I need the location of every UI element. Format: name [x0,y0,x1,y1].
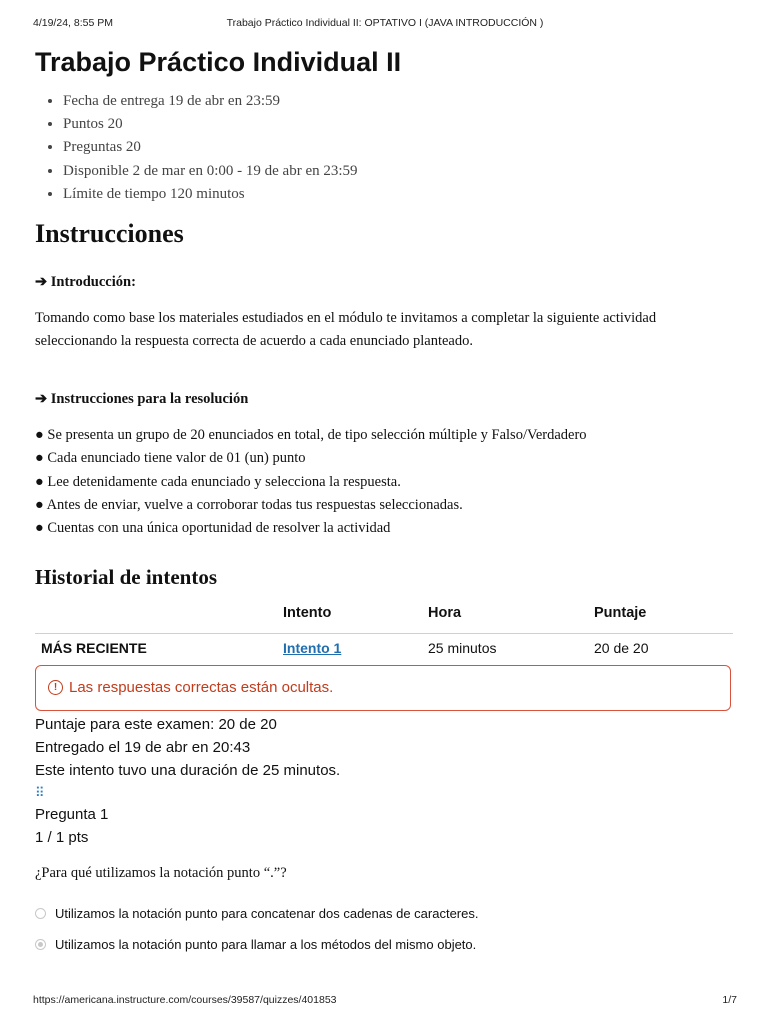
radio-icon[interactable] [35,908,46,919]
instructions-heading: Instrucciones [35,219,184,249]
quiz-content [35,44,733,960]
submitted-date: Entregado el 19 de abr en 20:43 [35,738,251,756]
answer-text: Utilizamos la notación punto para llamar a los métodos del mismo objeto. [55,936,477,952]
exclamation-circle-icon: ! [48,680,63,695]
print-url: https://americana.instructure.com/courses/39587/quizzes/401853 [33,994,337,1006]
answer-list [35,898,733,960]
column-header-time: Hora [428,605,594,634]
attempt-cell [283,633,428,663]
print-page-number: 1/7 [722,994,737,1006]
detail-questions: • Preguntas 20 [63,136,733,159]
history-heading: Historial de intentos [35,564,217,589]
attempt-summary [35,713,733,783]
attempt-duration: Este intento tuvo una duración de 25 minutos. [35,762,341,780]
question-text: ¿Para qué utilizamos la notación punto “.”? [35,864,287,881]
question-points: 1 / 1 pts [35,828,89,846]
answer-text: Utilizamos la notación punto para concatenar dos cadenas de caracteres. [55,905,479,921]
bullet-item: ● Cada enunciado tiene valor de 01 (un) punto [35,450,306,467]
column-header-score: Puntaje [594,605,733,634]
print-datetime: 4/19/24, 8:55 PM [33,17,113,29]
detail-available: • Disponible 2 de mar en 0:00 - 19 de abr en 23:59 [63,160,733,183]
question-header [35,803,733,849]
question-title: Pregunta 1 [35,805,109,823]
answer-option-selected[interactable] [35,929,733,960]
detail-points: • Puntos 20 [63,113,733,136]
time-cell: 25 minutos [428,640,497,656]
exam-score: Puntaje para este examen: 20 de 20 [35,715,277,733]
quiz-title: Trabajo Práctico Individual II [35,47,402,77]
intro-heading: ➔ Introducción: [35,274,136,291]
column-header-blank [35,605,283,634]
answer-option[interactable] [35,898,733,929]
drag-handle-icon[interactable]: ⠿ [35,784,44,800]
bullet-item: ● Cuentas con una única oportunidad de resolver la actividad [35,520,391,537]
row-label: MÁS RECIENTE [41,640,147,656]
resolution-heading: ➔ Instrucciones para la resolución [35,391,249,408]
table-header-row [35,605,733,634]
print-title: Trabajo Práctico Individual II: OPTATIVO I (JAVA INTRODUCCIÓN ) [226,17,544,29]
detail-time-limit: • Límite de tiempo 120 minutos [63,183,733,206]
score-cell: 20 de 20 [594,640,649,656]
quiz-details-list [35,90,733,206]
bullet-item: ● Se presenta un grupo de 20 enunciados en total, de tipo selección múltiple y Falso/Verdadero [35,427,587,444]
attempt-history-table [35,605,733,663]
column-header-attempt: Intento [283,605,428,634]
bullet-item: ● Antes de enviar, vuelve a corroborar todas tus respuestas seleccionadas. [35,496,463,513]
radio-selected-icon[interactable] [35,939,46,950]
alert-text: Las respuestas correctas están ocultas. [69,679,334,696]
intro-text: Tomando como base los materiales estudiados en el módulo te invitamos a completar la siguiente actividad seleccionando la respuesta correcta de acuerdo a cada enunciado planteado. [35,310,657,350]
bullet-item: ● Lee detenidamente cada enunciado y selecciona la respuesta. [35,473,401,490]
table-row [35,633,733,663]
attempt-link[interactable]: Intento 1 [283,640,342,656]
detail-due-date: • Fecha de entrega 19 de abr en 23:59 [63,90,733,113]
hidden-answers-alert [35,665,731,711]
resolution-bullets [35,424,733,540]
